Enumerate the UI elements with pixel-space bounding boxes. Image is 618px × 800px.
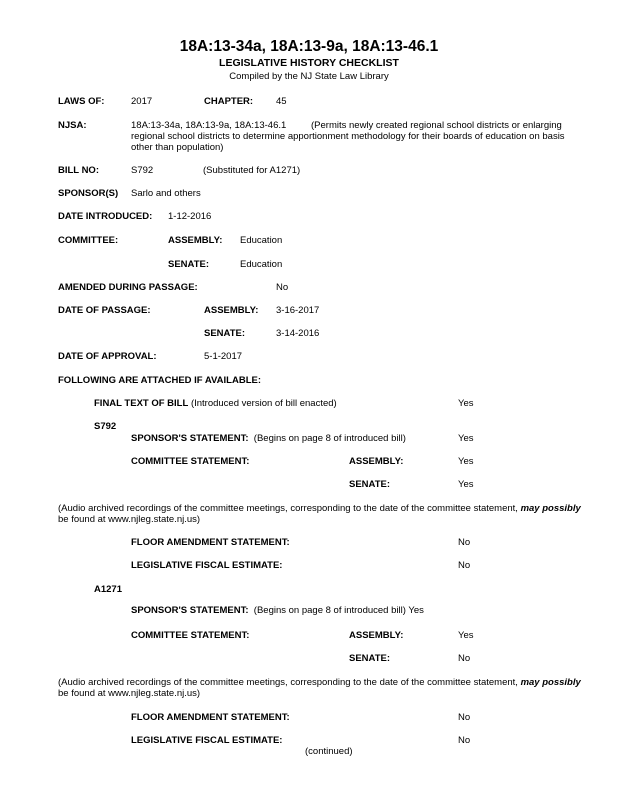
- a1271-committee-assembly-value: Yes: [458, 630, 474, 641]
- s792-floor-value: No: [458, 537, 471, 548]
- chapter-label: CHAPTER:: [204, 96, 254, 107]
- date-of-approval-label: DATE OF APPROVAL:: [58, 351, 157, 362]
- a1271-floor-value: No: [458, 712, 471, 723]
- a1271-heading: A1271: [94, 584, 122, 595]
- final-text-value: Yes: [458, 398, 474, 409]
- a1271-fiscal-label: LEGISLATIVE FISCAL ESTIMATE:: [131, 735, 283, 746]
- final-text-note: (Introduced version of bill enacted): [190, 398, 337, 409]
- committee-assembly-value: Education: [240, 235, 283, 246]
- njsa-label: NJSA:: [58, 120, 87, 131]
- compiled-by: Compiled by the NJ State Law Library: [229, 71, 389, 82]
- bill-no-label: BILL NO:: [58, 165, 99, 176]
- a1271-committee-assembly-label: ASSEMBLY:: [349, 630, 404, 641]
- date-of-passage-label: DATE OF PASSAGE:: [58, 305, 151, 316]
- s792-committee-assembly-label: ASSEMBLY:: [349, 456, 404, 467]
- amended-label: AMENDED DURING PASSAGE:: [58, 282, 198, 293]
- s792-sponsor-row: [131, 433, 406, 444]
- passage-senate-value: 3-14-2016: [276, 328, 320, 339]
- a1271-audio-note-line1: [58, 677, 581, 688]
- a1271-sponsor-note: (Begins on page 8 of introduced bill): [253, 605, 406, 616]
- s792-committee-label: COMMITTEE STATEMENT:: [131, 456, 250, 467]
- date-introduced-label: DATE INTRODUCED:: [58, 211, 153, 222]
- committee-senate-value: Education: [240, 259, 283, 270]
- s792-audio-text: (Audio archived recordings of the committee meetings, corresponding to the date of the committee statement,: [58, 503, 518, 514]
- s792-audio-note-line1: [58, 503, 581, 514]
- committee-senate-label: SENATE:: [168, 259, 209, 270]
- bill-no-value: S792: [131, 165, 154, 176]
- amended-value: No: [276, 282, 289, 293]
- continued-note: (continued): [305, 746, 353, 757]
- final-text-row: [94, 398, 337, 409]
- s792-committee-senate-value: Yes: [458, 479, 474, 490]
- a1271-sponsor-value: Yes: [408, 605, 424, 616]
- sponsors-value: Sarlo and others: [131, 188, 201, 199]
- a1271-fiscal-value: No: [458, 735, 471, 746]
- date-of-approval-value: 5-1-2017: [204, 351, 243, 362]
- a1271-sponsor-row: [131, 605, 424, 616]
- passage-senate-label: SENATE:: [204, 328, 245, 339]
- attached-heading: FOLLOWING ARE ATTACHED IF AVAILABLE:: [58, 375, 261, 386]
- njsa-description-line3: other than population): [131, 142, 224, 153]
- committee-label: COMMITTEE:: [58, 235, 119, 246]
- s792-fiscal-value: No: [458, 560, 471, 571]
- njsa-description-line1: (Permits newly created regional school districts or enlarging: [311, 120, 562, 131]
- a1271-committee-senate-value: No: [458, 653, 471, 664]
- s792-sponsor-label: SPONSOR'S STATEMENT:: [131, 433, 249, 444]
- passage-assembly-value: 3-16-2017: [276, 305, 320, 316]
- a1271-committee-label: COMMITTEE STATEMENT:: [131, 630, 250, 641]
- laws-of-value: 2017: [131, 96, 153, 107]
- a1271-audio-note-line2: be found at www.njleg.state.nj.us): [58, 688, 201, 699]
- s792-committee-senate-label: SENATE:: [349, 479, 390, 490]
- a1271-committee-senate-label: SENATE:: [349, 653, 390, 664]
- laws-of-label: LAWS OF:: [58, 96, 105, 107]
- s792-heading: S792: [94, 421, 117, 432]
- s792-sponsor-note: (Begins on page 8 of introduced bill): [253, 433, 406, 444]
- a1271-sponsor-label: SPONSOR'S STATEMENT:: [131, 605, 249, 616]
- a1271-audio-emphasis: may possibly: [520, 677, 581, 688]
- sponsors-label: SPONSOR(S): [58, 188, 119, 199]
- bill-substitution-note: (Substituted for A1271): [203, 165, 301, 176]
- njsa-description-line2: regional school districts to determine apportionment methodology for their boards of education on basis: [131, 131, 565, 142]
- s792-audio-emphasis: may possibly: [520, 503, 581, 514]
- s792-fiscal-label: LEGISLATIVE FISCAL ESTIMATE:: [131, 560, 283, 571]
- s792-committee-assembly-value: Yes: [458, 456, 474, 467]
- s792-sponsor-value: Yes: [458, 433, 474, 444]
- chapter-value: 45: [276, 96, 287, 107]
- a1271-floor-label: FLOOR AMENDMENT STATEMENT:: [131, 712, 290, 723]
- njsa-citations: 18A:13-34a, 18A:13-9a, 18A:13-46.1: [131, 120, 287, 131]
- committee-assembly-label: ASSEMBLY:: [168, 235, 223, 246]
- document-subtitle: LEGISLATIVE HISTORY CHECKLIST: [219, 57, 399, 69]
- s792-audio-note-line2: be found at www.njleg.state.nj.us): [58, 514, 201, 525]
- s792-floor-label: FLOOR AMENDMENT STATEMENT:: [131, 537, 290, 548]
- date-introduced-value: 1-12-2016: [168, 211, 212, 222]
- a1271-audio-text: (Audio archived recordings of the committee meetings, corresponding to the date of the committee statement,: [58, 677, 518, 688]
- page-title: 18A:13-34a, 18A:13-9a, 18A:13-46.1: [179, 38, 439, 55]
- passage-assembly-label: ASSEMBLY:: [204, 305, 259, 316]
- final-text-label: FINAL TEXT OF BILL: [94, 398, 189, 409]
